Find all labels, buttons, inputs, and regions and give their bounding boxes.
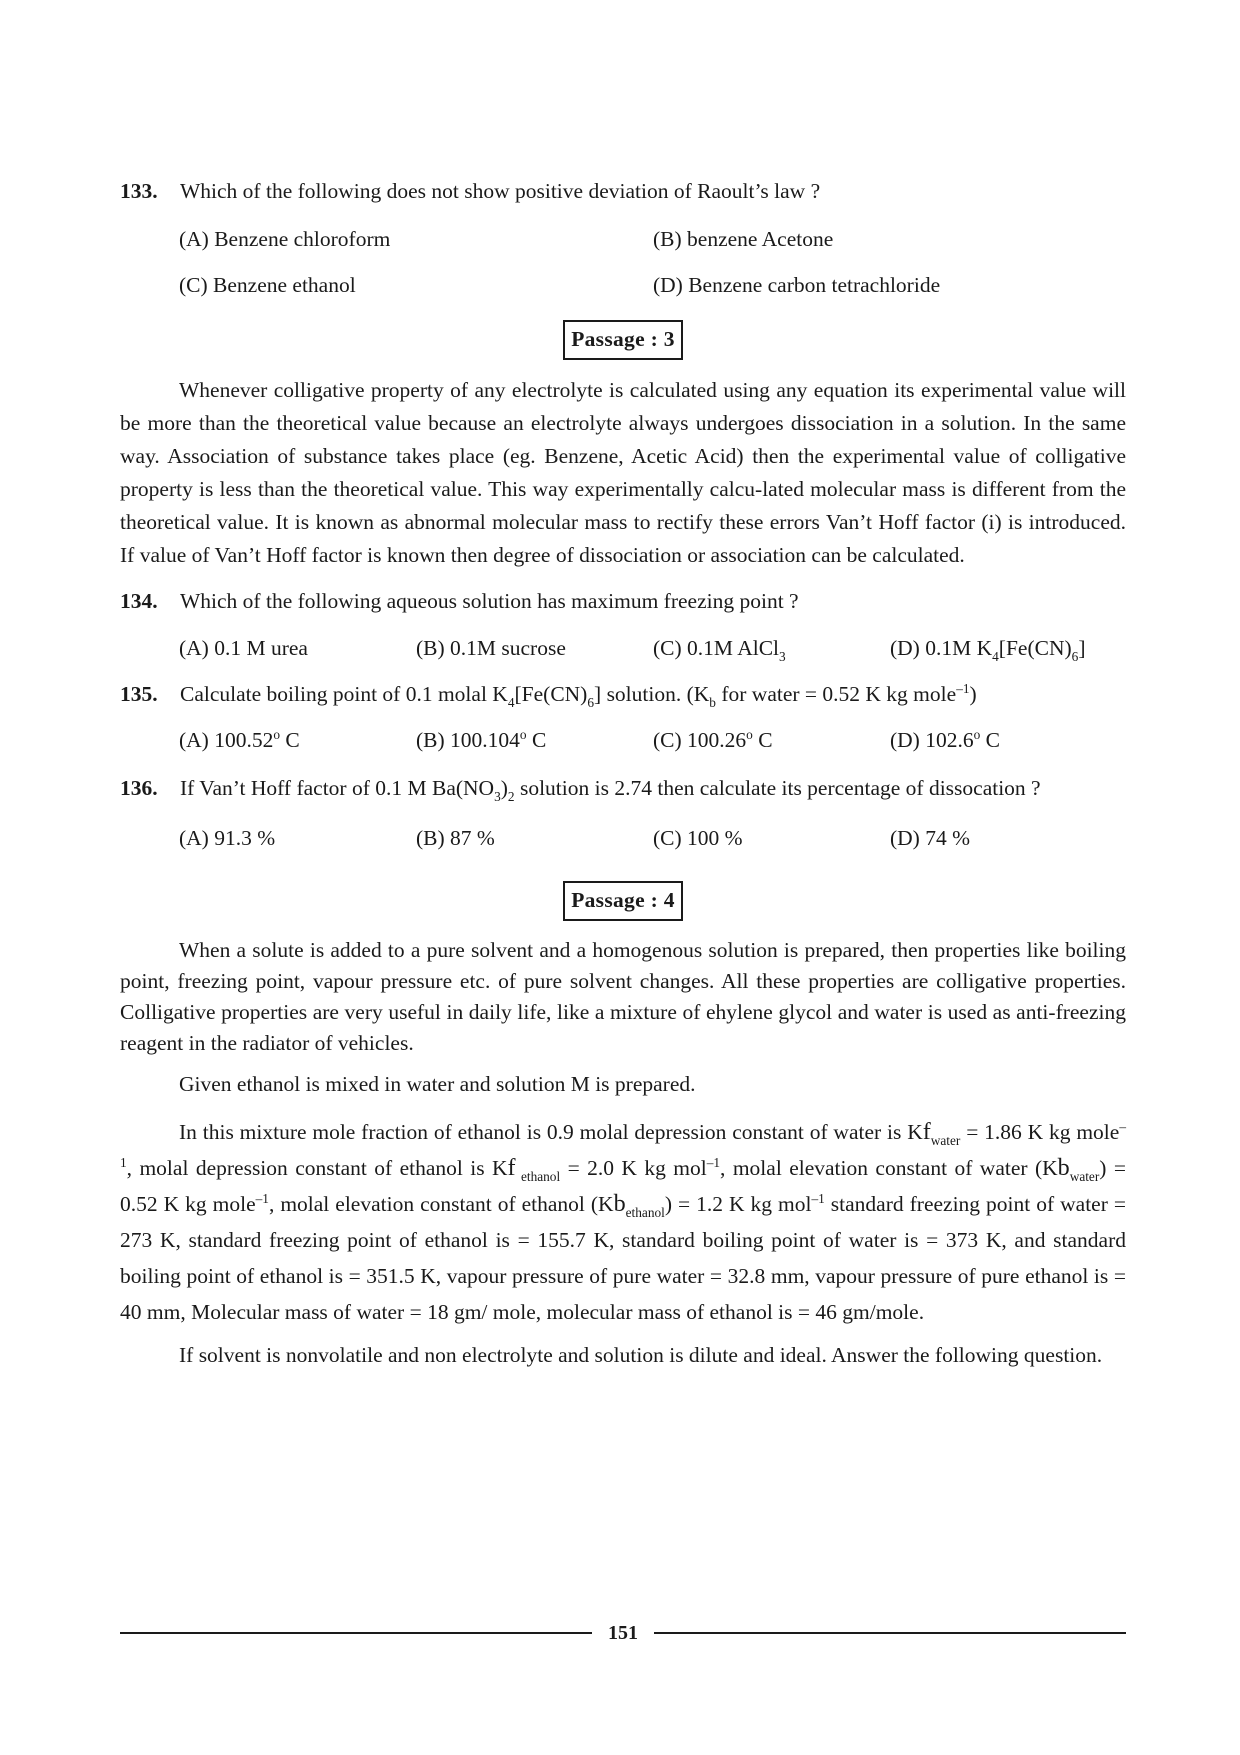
option-c: (C) 100 %: [653, 826, 743, 850]
options-136: [120, 823, 1126, 853]
question-136: [120, 773, 1126, 803]
option-b: (B) 0.1M sucrose: [416, 636, 566, 660]
option-d: (D) 74 %: [890, 826, 971, 850]
passage-4-paragraph-1: When a solute is added to a pure solvent and a homogenous solution is prepared, then properties like boiling point, freezing point, vapour pressure etc. of pure solvent changes. All these properties are colligative properties. Colligative properties are very useful in daily life, like a mixture of ehylene glycol and water is used as anti-freezing reagent in the radiator of vehicles.: [120, 938, 1126, 1055]
option-c: (C) 100.26$^o$ C: [653, 727, 773, 752]
option-c: (C) Benzene ethanol: [179, 273, 356, 297]
option-d: (D) 102.6$^o$ C: [890, 727, 1000, 752]
option-c: (C) 0.1M AlCl$_3$: [653, 636, 786, 664]
passage-4-paragraph-4: If solvent is nonvolatile and non electrolyte and solution is dilute and ideal. Answer the following question.: [179, 1343, 1103, 1367]
question-number: 134.: [120, 589, 158, 613]
question-number: 133.: [120, 179, 158, 203]
question-text: Which of the following does not show positive deviation of Raoult’s law ?: [180, 179, 821, 203]
question-text: If Van’t Hoff factor of 0.1 M $Ba(NO_3)_2$ solution is 2.74 then calculate its percentage of dissocation ?: [180, 776, 1041, 804]
question-text: Calculate boiling point of 0.1 molal $K_4[Fe(CN)_6]$ solution. ($K_b$ for water = 0.52 K kg mole$^{-1}$): [180, 681, 977, 710]
page-number: 151: [608, 1622, 638, 1644]
passage-3-text: Whenever colligative property of any electrolyte is calculated using any equation its experimental value will be more than the theoretical value because an electrolyte always undergoes dissociation in a solution. In the same way. Association of substance takes place (eg. Benzene, Acetic Acid) then the experimental value of colligative property is less than the theoretical value. This way experimentally calcu-lated molecular mass is different from the theoretical value. It is known as abnormal molecular mass to rectify these errors Van’t Hoff factor (i) is introduced. If value of Van’t Hoff factor is known then degree of dissociation or association can be calculated.: [120, 378, 1126, 567]
passage-4-paragraph-2: Given ethanol is mixed in water and solution M is prepared.: [179, 1072, 696, 1096]
option-a: (A) 91.3 %: [179, 826, 276, 850]
passage-4-paragraph-3: In this mixture mole fraction of ethanol is 0.9 molal depression constant of water is $Kf_{water} = 1.86$ K kg mole$^{-1}$, molal depression constant of ethanol is Kf $_{ethanol}$ = 2.0 K kg mol$^{-1}$, molal elevation constant of water $(Kb_{water}) = 0.52$ K kg mole$^{-1}$, molal elevation constant of ethanol $(Kb_{ethanol}) = 1.2$ K kg mol$^{-1}$ standard freezing point of water = 273 K, standard freezing point of ethanol is = 155.7 K, standard boiling point of water is = 373 K, and standard boiling point of ethanol is = 351.5 K, vapour pressure of pure water = 32.8 mm, vapour pressure of pure ethanol is = 40 mm, Molecular mass of water = 18 gm/ mole, molecular mass of ethanol is = 46 gm/mole.: [120, 1119, 1126, 1324]
question-135: [120, 679, 1126, 709]
passage-4-title: Passage : 4: [563, 881, 683, 921]
question-134: [120, 586, 1126, 616]
question-text: Which of the following aqueous solution has maximum freezing point ?: [180, 589, 799, 613]
option-a: (A) 0.1 M urea: [179, 636, 308, 660]
footer-rule-right: [654, 1632, 1126, 1634]
passage-3-title: Passage : 3: [563, 320, 683, 360]
question-number: 135.: [120, 682, 158, 706]
options-135: [120, 725, 1126, 755]
option-b: (B) benzene Acetone: [653, 227, 834, 251]
question-number: 136.: [120, 776, 158, 800]
option-b: (B) 87 %: [416, 826, 495, 850]
option-d: (D) Benzene carbon tetrachloride: [653, 273, 941, 297]
page-footer: [120, 1618, 1126, 1648]
options-134: [120, 633, 1126, 663]
options-133: [120, 224, 1126, 300]
option-a: (A) Benzene chloroform: [179, 227, 391, 251]
footer-rule-left: [120, 1632, 592, 1634]
page-content: [120, 176, 1126, 1371]
option-d: (D) 0.1M $K_4[Fe(CN)_6]$: [890, 636, 1086, 664]
option-b: (B) 100.104$^o$ C: [416, 727, 547, 752]
option-a: (A) 100.52$^o$ C: [179, 727, 300, 752]
question-133: [120, 176, 1126, 206]
